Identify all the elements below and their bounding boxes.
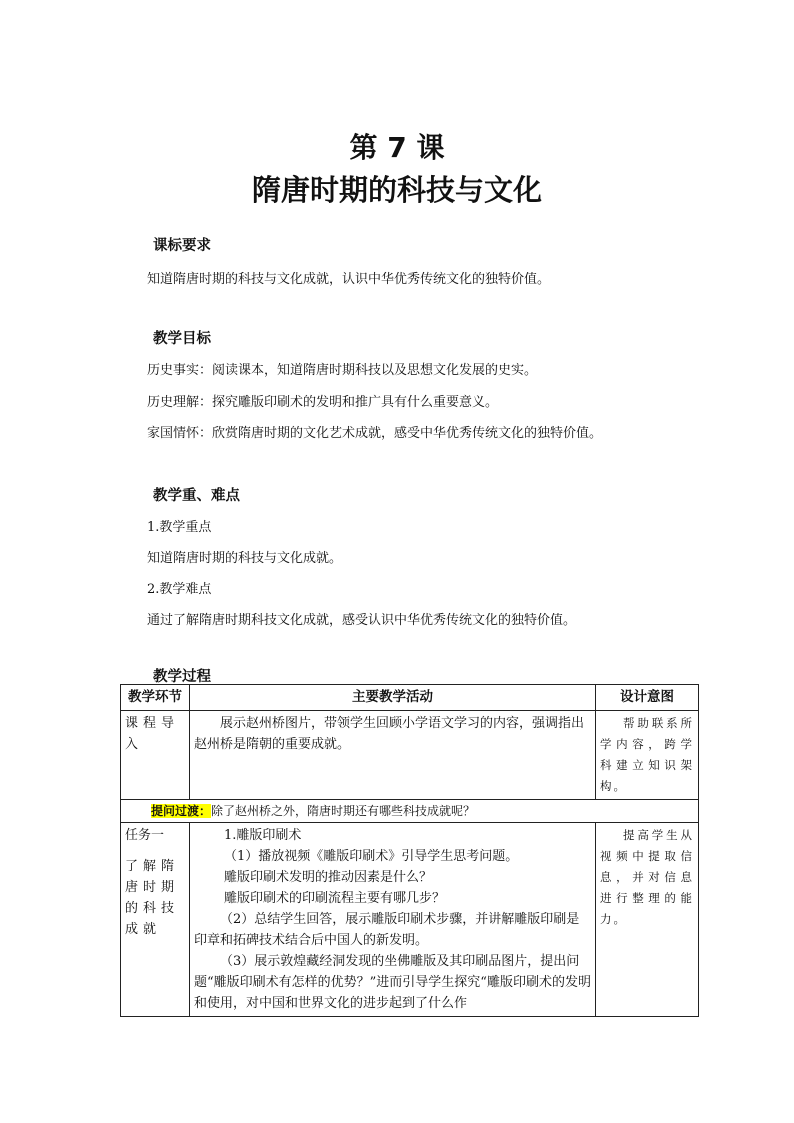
header-stage: 教学环节 [121, 685, 190, 711]
keypoints-heading: 教学重、难点 [153, 488, 240, 504]
stage-cell [121, 823, 190, 1017]
activity-cell: 展示赵州桥图片，带领学生回顾小学语文学习的内容，强调指出赵州桥是隋朝的重要成就。 [190, 711, 596, 800]
activity-line: 1.雕版印刷术 [224, 828, 302, 843]
process-heading: 教学过程 [153, 669, 211, 685]
lesson-title: 隋唐时期的科技与文化 [251, 173, 542, 207]
header-activity: 主要教学活动 [190, 685, 596, 711]
table-header-row [121, 685, 699, 711]
table-row [121, 823, 699, 1017]
task-label: 任务一 [125, 828, 165, 843]
curriculum-heading: 课标要求 [153, 238, 211, 254]
activity-line: 雕版印刷术的印刷流程主要有哪几步？ [224, 891, 446, 906]
stage-cell: 课程导入 [121, 711, 190, 800]
transition-text: 除了赵州桥之外，隋唐时期还有哪些科技成就呢？ [211, 804, 476, 818]
difficulty-label: 2.教学难点 [147, 582, 212, 597]
intent-cell: 提高学生从视频中提取信息，并对信息进行整理的能力。 [596, 823, 699, 1017]
intent-cell: 帮助联系所学内容，跨学科建立知识架构。 [596, 711, 699, 800]
header-intent: 设计意图 [596, 685, 699, 711]
key-label: 1.教学重点 [147, 520, 212, 535]
activity-line: （1）播放视频《雕版印刷术》引导学生思考问题。 [224, 849, 519, 864]
transition-label: 提问过渡： [151, 804, 212, 818]
transition-cell [121, 800, 699, 823]
lesson-number: 第 7 课 [349, 131, 445, 164]
process-table [120, 684, 699, 1017]
objective-item: 历史理解：探究雕版印刷术的发明和推广具有什么重要意义。 [147, 395, 499, 410]
difficulty-text: 通过了解隋唐时期科技文化成就，感受认识中华优秀传统文化的独特价值。 [147, 613, 577, 628]
objective-item: 历史事实：阅读课本，知道隋唐时期科技以及思想文化发展的史实。 [147, 363, 538, 378]
objective-item: 家国情怀：欣赏隋唐时期的文化艺术成就，感受中华优秀传统文化的独特价值。 [147, 426, 603, 441]
transition-row [121, 800, 699, 823]
activity-line: （2）总结学生回答，展示雕版印刷术步骤，并讲解雕版印刷是印章和拓碑技术结合后中国人的新发明。 [194, 912, 580, 948]
curriculum-text: 知道隋唐时期的科技与文化成就，认识中华优秀传统文化的独特价值。 [147, 272, 551, 287]
task-title: 了解隋唐时期的科技成就 [125, 859, 180, 937]
objectives-heading: 教学目标 [153, 331, 211, 347]
activity-line: 雕版印刷术发明的推动因素是什么？ [224, 870, 433, 885]
key-text: 知道隋唐时期的科技与文化成就。 [147, 551, 343, 566]
table-row [121, 711, 699, 800]
activity-cell [190, 823, 596, 1017]
activity-line: （3）展示敦煌藏经洞发现的坐佛雕版及其印刷品图片，提出问题“雕版印刷术有怎样的优势？”进而引导学生探究“雕版印刷术的发明和使用，对中国和世界文化的进步起到了什么作 [194, 954, 591, 1011]
